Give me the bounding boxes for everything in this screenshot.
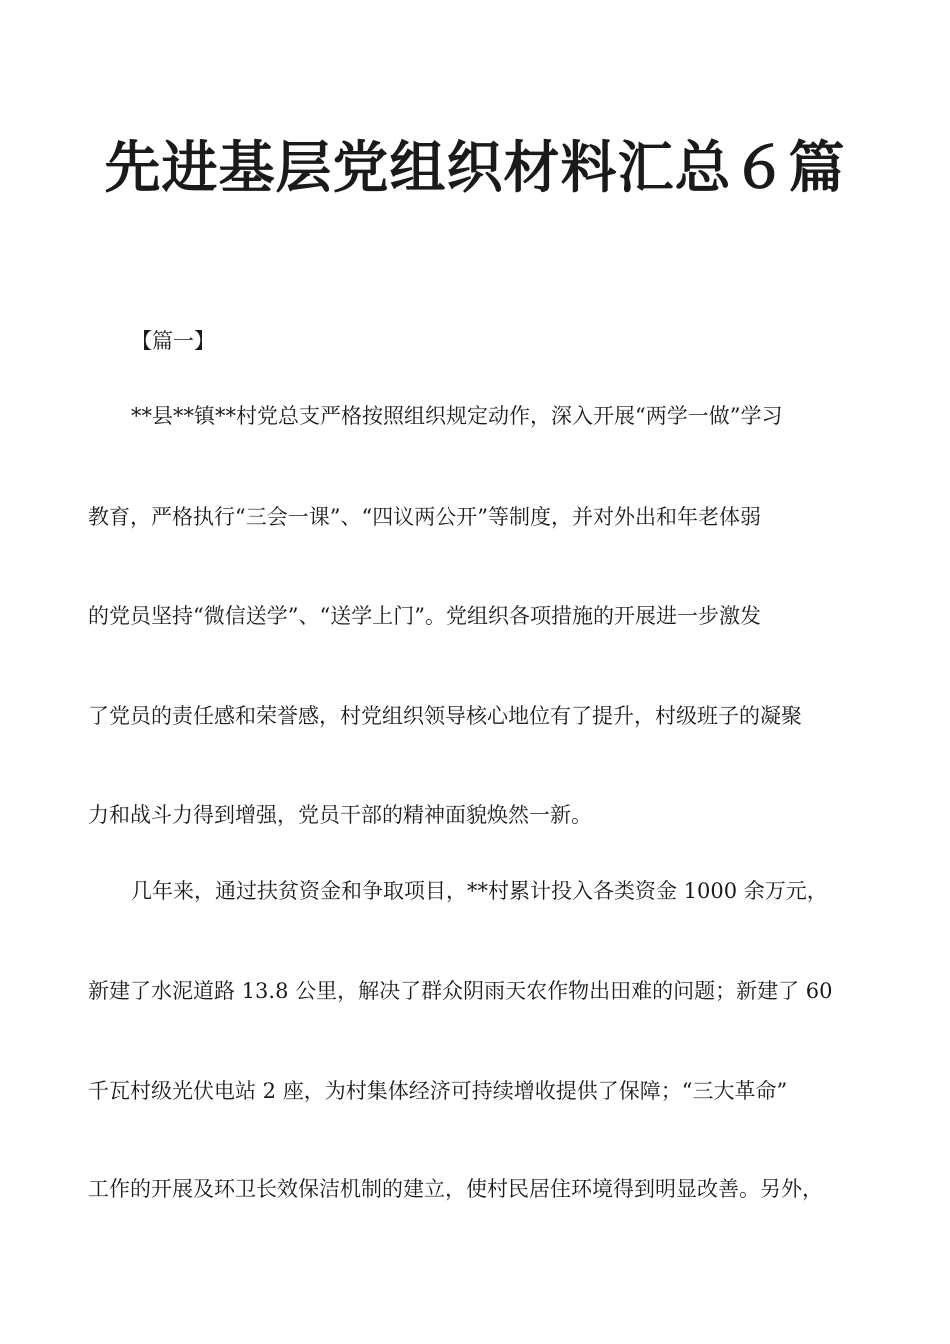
paragraph-2-line-3: 千瓦村级光伏电站 2 座，为村集体经济可持续增收提供了保障；“三大革命” (88, 1079, 788, 1103)
paragraph-1-line-4: 了党员的责任感和荣誉感，村党组织领导核心地位有了提升，村级班子的凝聚 (88, 704, 802, 728)
paragraph-1-line-2: 教育，严格执行“三会一课”、“四议两公开”等制度，并对外出和年老体弱 (88, 505, 761, 529)
paragraph-2-line-4: 工作的开展及环卫长效保洁机制的建立，使村民居住环境得到明显改善。另外， (88, 1177, 823, 1201)
section-label: 【篇一】 (131, 329, 215, 353)
page-title: 先进基层党组织材料汇总６篇 (104, 135, 846, 201)
paragraph-1-line-1: **县**镇**村党总支严格按照组织规定动作，深入开展“两学一做”学习 (131, 404, 783, 428)
paragraph-2-line-2: 新建了水泥道路 13.8 公里，解决了群众阴雨天农作物出田难的问题；新建了 60 (88, 979, 833, 1003)
paragraph-2-line-1: 几年来，通过扶贫资金和争取项目，**村累计投入各类资金 1000 余万元， (131, 879, 828, 903)
paragraph-1-line-5: 力和战斗力得到增强，党员干部的精神面貌焕然一新。 (88, 803, 592, 827)
paragraph-1-line-3: 的党员坚持“微信送学”、“送学上门”。党组织各项措施的开展进一步激发 (88, 604, 761, 628)
